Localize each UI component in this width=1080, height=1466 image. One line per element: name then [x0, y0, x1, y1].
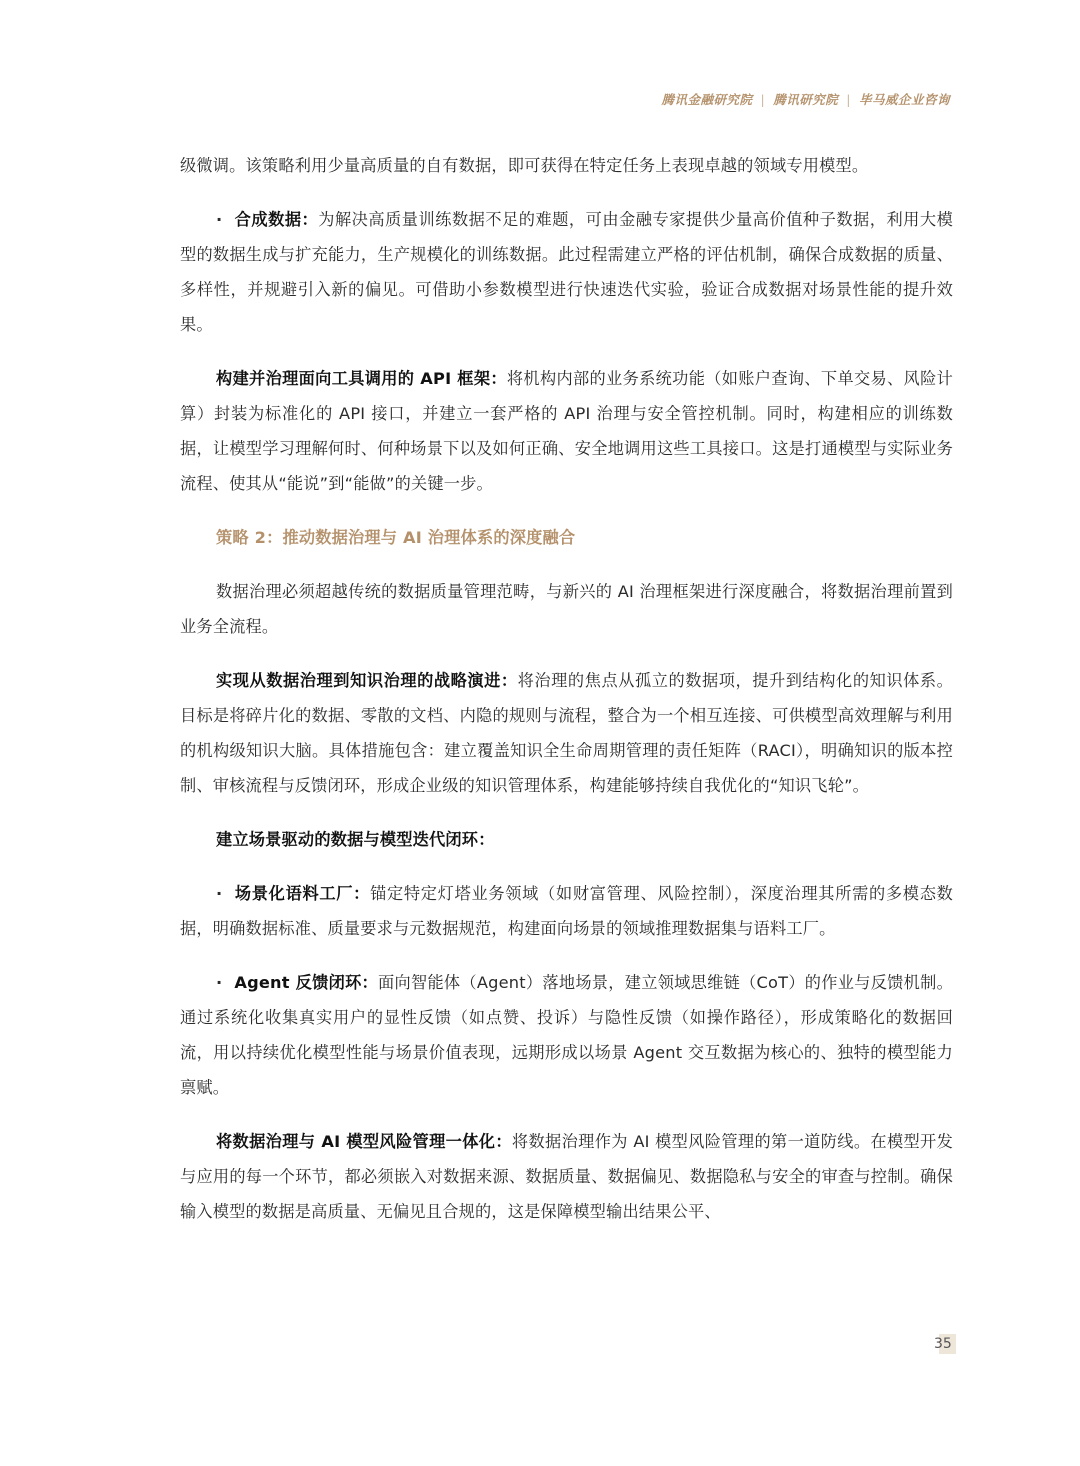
paragraph-body: 将机构内部的业务系统功能（如账户查询、下单交易、风险计算）封装为标准化的 API 接口，并建立一套严格的 API 治理与安全管控机制。同时，构建相应的训练数据，让模型学习理解何时、何种场景下以及如何正确、安全地调用这些工具接口。这是打通模型与实际业务流程、使其从“能说”到“能做”的关键一步。: [180, 369, 953, 493]
bullet-body: 为解决高质量训练数据不足的难题，可由金融专家提供少量高价值种子数据，利用大模型的数据生成与扩充能力，生产规模化的训练数据。此过程需建立严格的评估机制，确保合成数据的质量、多样性，并规避引入新的偏见。可借助小参数模型进行快速迭代实验，验证合成数据对场景性能的提升效果。: [180, 210, 953, 334]
header-org-tencent-finance: 腾讯金融研究院: [661, 92, 753, 107]
paragraph-body: 将治理的焦点从孤立的数据项，提升到结构化的知识体系。目标是将碎片化的数据、零散的文档、内隐的规则与流程，整合为一个相互连接、可供模型高效理解与利用的机构级知识大脑。具体措施包含：建立覆盖知识全生命周期管理的责任矩阵（RACI），明确知识的版本控制、审核流程与反馈闭环，形成企业级的知识管理体系，构建能够持续自我优化的“知识飞轮”。: [180, 671, 953, 795]
bullet-corpus-factory: [180, 876, 953, 946]
paragraph-title: 实现从数据治理到知识治理的战略演进：: [216, 671, 518, 690]
paragraph-model-risk: [180, 1124, 953, 1229]
bullet-dot: ·: [216, 973, 223, 992]
paragraph-title: 构建并治理面向工具调用的 API 框架：: [216, 369, 507, 388]
header-org-tencent-research: 腾讯研究院: [773, 92, 839, 107]
bullet-agent-feedback: [180, 965, 953, 1105]
strategy-heading: 策略 2：推动数据治理与 AI 治理体系的深度融合: [216, 528, 576, 547]
bullet-synthetic-data: [180, 202, 953, 342]
bullet-dot: ·: [216, 210, 223, 229]
paragraph-strategy-intro: 数据治理必须超越传统的数据质量管理范畴，与新兴的 AI 治理框架进行深度融合，将数据治理前置到业务全流程。: [180, 582, 953, 636]
paragraph-iteration-loop: [180, 822, 953, 857]
header-separator: |: [760, 92, 766, 107]
header-separator: |: [846, 92, 851, 107]
bullet-title: 合成数据：: [234, 210, 319, 229]
bullet-body: 锚定特定灯塔业务领域（如财富管理、风险控制），深度治理其所需的多模态数据，明确数据标准、质量要求与元数据规范，构建面向场景的领域推理数据集与语料工厂。: [180, 884, 953, 938]
header-org-kpmg: 毕马威企业咨询: [858, 92, 950, 107]
paragraph-continuation: 级微调。该策略利用少量高质量的自有数据，即可获得在特定任务上表现卓越的领域专用模型。: [180, 156, 869, 175]
bullet-title: 场景化语料工厂：: [234, 884, 371, 903]
bullet-title: Agent 反馈闭环：: [234, 973, 379, 992]
bullet-body: 面向智能体（Agent）落地场景，建立领域思维链（CoT）的作业与反馈机制。通过系统化收集真实用户的显性反馈（如点赞、投诉）与隐性反馈（如操作路径），形成策略化的数据回流，用以持续优化模型性能与场景价值表现，远期形成以场景 Agent 交互数据为核心的、独特的模型能力禀赋。: [180, 973, 953, 1097]
page-header: [662, 90, 950, 108]
paragraph-title: 将数据治理与 AI 模型风险管理一体化：: [216, 1132, 512, 1151]
paragraph-knowledge-governance: [180, 663, 953, 803]
bullet-dot: ·: [216, 884, 223, 903]
paragraph-title: 建立场景驱动的数据与模型迭代闭环：: [216, 830, 495, 849]
paragraph-body: 将数据治理作为 AI 模型风险管理的第一道防线。在模型开发与应用的每一个环节，都必须嵌入对数据来源、数据质量、数据偏见、数据隐私与安全的审查与控制。确保输入模型的数据是高质量、无偏见且合规的，这是保障模型输出结果公平、: [180, 1132, 954, 1221]
body-text: [180, 148, 953, 1229]
page-number: 35: [932, 1334, 956, 1354]
paragraph-api-framework: [180, 361, 953, 501]
